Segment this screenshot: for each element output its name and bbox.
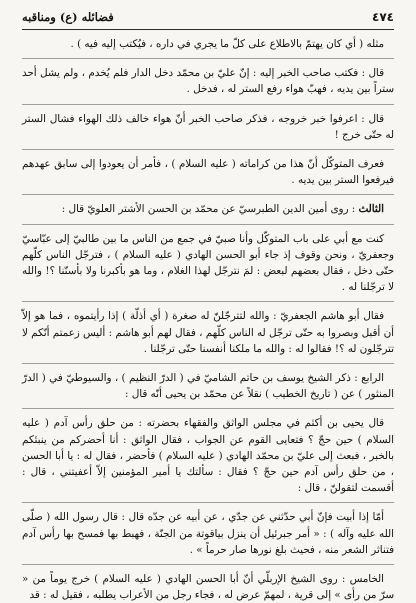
page-header: [22, 8, 394, 28]
paragraph-2: قال : فكتب صاحب الخبر إليه : إنّ عليّ بن محمّد دخل الدار فلم يُخدم ، ولم يشل أحد ستراً بين يديه ، فهبّ هواء رفع الستر له ، فدخل .: [22, 67, 394, 96]
section-label-third: الثالث: [358, 203, 384, 216]
paragraph-11: الخامس : روى الشيخ الإربلّي أنّ أبا الحسن الهادي ( عليه السلام ) خرج يوماً من « سرّ من رأى » إلى قرية ، لمهمّ عرض له ، فجاء رجل من الأعراب يطلبه ، فقيل له : قد: [22, 573, 394, 602]
paragraph-8: الرابع : ذكر الشيخ يوسف بن حاتم الشاميّ في ( الدرّ النظيم ) ، والسيوطيّ في ( الدرّ المنثور ) عن ( تاريخ الخطيب ) نقلاً عن محمّد بن يحيى أنّه قال :: [22, 372, 394, 401]
page-body: [22, 36, 394, 602]
separator-line: [22, 502, 394, 503]
paragraph-4: فعرف المتوكّل أنّ هذا من كراماته ( عليه السلام ) ، فأمر أن يعودوا إلى سابق عهدهم فيرفعوا الستر بين يديه .: [22, 158, 394, 187]
paragraph-1: مثله ( أي كان يهتمّ بالاطلاع على كلّ ما يجري في داره ، فيُكتب إليه فيه ) .: [70, 38, 384, 50]
paragraph-5: [22, 201, 394, 217]
separator-line: [22, 301, 394, 302]
page-number: ٤٧٤: [372, 10, 394, 24]
separator-line: [22, 564, 394, 565]
paragraph-7: فقال أبو هاشم الجعفريّ : والله لتترجّلنّ له صغرة ( أي أذلّة ) إذا رأيتموه ، فما هو إلاّ أن أقبل وبصروا به حتّى ترجّل له الناس كلّهم ، فقال لهم أبو هاشم : أليس زعمتم أنّكم لا تترجّلون له ؟! فقالوا له : والله ما ملكنا أنفسنا حتّى ترجّلنا .: [22, 310, 394, 355]
separator-line: [22, 408, 394, 409]
paragraph-6: كنت مع أبي على باب المتوكّل وأنا صبيّ في جمع من الناس ما بين طالبيّ إلى عبّاسيّ وجعفريّ ، ونحن وقوف إذ جاء أبو الحسن الهادي ( عليه السلام ) ، فترجّل الناس كلّهم حتّى دخل ، فقال بعضهم لبعض : لمَ نترجّل لهذا الغلام ، وما هو بأكبرنا ولا بأسنّنا ؟! والله لا ترجّلنا له .: [22, 232, 394, 294]
header-rule: [22, 29, 394, 30]
separator-line: [22, 104, 394, 105]
separator-line: [22, 149, 394, 150]
separator-line: [22, 224, 394, 225]
separator-line: [22, 363, 394, 364]
paragraph-10: أمّا إذا أبيت فإنّ أبي حدّثني عن جدّي ، عن أبيه عن جدّه قال : قال رسول الله ( صلّى الله عليه وآله ) : « أمر جبرئيل أن ينزل بياقوتة من الجنّة ، فهبط بها فمسح بها رأس آدم فتناثر الشعر منه ، فحيث بلغ نورها صار حرماً » .: [22, 511, 394, 556]
paragraph-3: قال : اعرفوا خبر خروجه ، فذكر صاحب الخبر أنّ هواء خالف ذلك الهواء فشال الستر له حتّى خرج !: [22, 112, 394, 141]
paragraph-9: قال يحيى بن أكثم في مجلس الواثق والفقهاء بحضرته : من حلق رأس آدم ( عليه السلام ) حين حجّ ؟ فتعايى القوم عن الجواب ، فقال الواثق : أنا أحضركم من ينبئكم بالخبر ، فبعث إلى عليّ بن محمّد الهادي ( عليه السلام ) فأحضر ، فقال له : يا أبا الحسن ، من حلق رأس آدم حين حجّ ؟ فقال : سألتك يا أمير المؤمنين إلاّ أعفيتني ، قال : أقسمت لتقولنّ ، قال :: [22, 417, 394, 495]
paragraph-5-text: : روى أمين الدين الطبرسيّ عن محمّد بن الحسن الأشتر العلويّ قال :: [61, 203, 356, 216]
running-title: فضائله (ع) ومناقبه: [22, 10, 114, 24]
separator-line: [22, 58, 394, 59]
separator-line: [22, 194, 394, 195]
